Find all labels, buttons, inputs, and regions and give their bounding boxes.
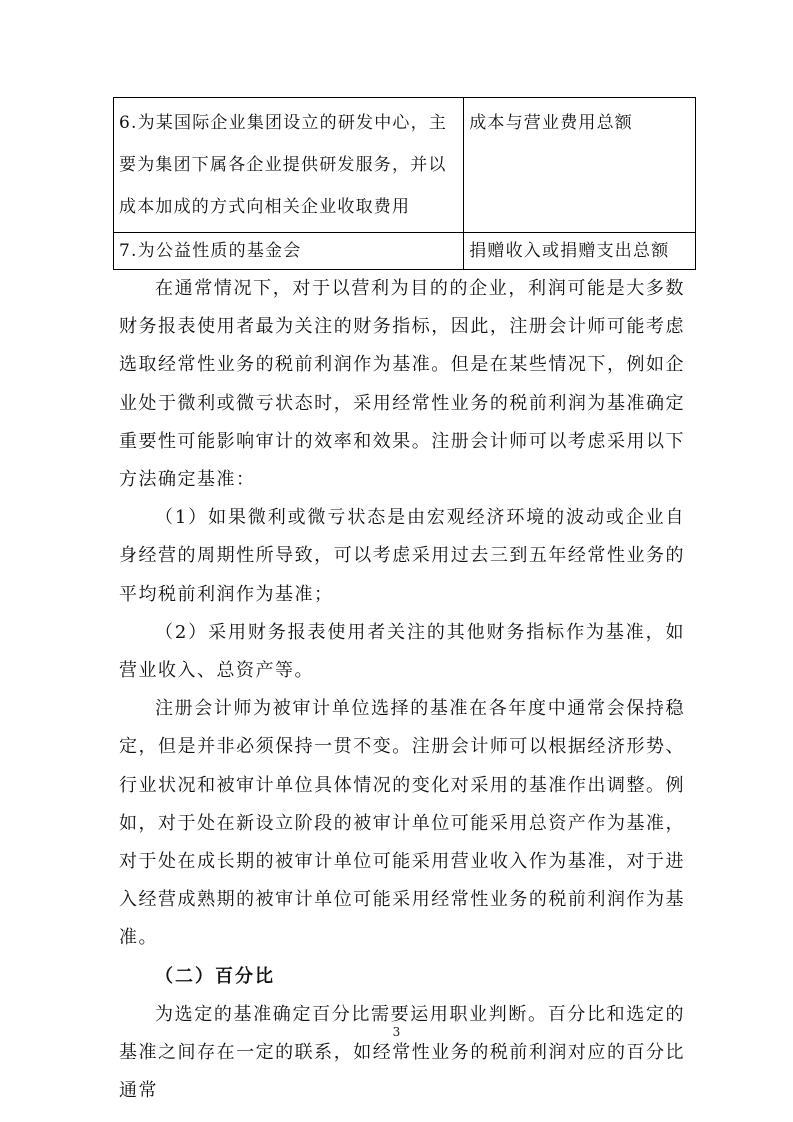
body-text bbox=[119, 270, 685, 1110]
table-cell-entity: 6.为某国际企业集团设立的研发中心，主要为集团下属各企业提供研发服务，并以成本加成的方式向相关企业收取费用 bbox=[114, 98, 464, 233]
paragraph: 为选定的基准确定百分比需要运用职业判断。百分比和选定的基准之间存在一定的联系，如经常性业务的税前利润对应的百分比通常 bbox=[119, 1003, 685, 1102]
table-cell-entity: 7.为公益性质的基金会 bbox=[114, 233, 464, 270]
table-row bbox=[114, 233, 696, 270]
page-number: 3 bbox=[392, 1025, 401, 1039]
benchmark-table bbox=[113, 97, 696, 270]
paragraph: 注册会计师为被审计单位选择的基准在各年度中通常会保持稳定，但是并非必须保持一贯不变。注册会计师可以根据经济形势、行业状况和被审计单位具体情况的变化对采用的基准作出调整。例如，对于处在新设立阶段的被审计单位可能采用总资产作为基准，对于处在成长期的被审计单位可能采用营业收入作为基准，对于进入经营成熟期的被审计单位可能采用经常性业务的税前利润作为基准。 bbox=[119, 698, 685, 949]
paragraph: 在通常情况下，对于以营利为目的的企业，利润可能是大多数财务报表使用者最为关注的财务指标，因此，注册会计师可能考虑选取经常性业务的税前利润作为基准。但是在某些情况下，例如企业处于微利或微亏状态时，采用经常性业务的税前利润为基准确定重要性可能影响审计的效率和效果。注册会计师可以考虑采用以下方法确定基准： bbox=[119, 278, 685, 491]
table-cell-benchmark: 成本与营业费用总额 bbox=[464, 98, 696, 233]
paragraph: （2）采用财务报表使用者关注的其他财务指标作为基准，如营业收入、总资产等。 bbox=[119, 621, 685, 682]
table-cell-benchmark: 捐赠收入或捐赠支出总额 bbox=[464, 233, 696, 270]
table-row bbox=[114, 98, 696, 233]
section-heading: （二）百分比 bbox=[155, 965, 275, 987]
paragraph: （1）如果微利或微亏状态是由宏观经济环境的波动或企业自身经营的周期性所导致，可以考虑采用过去三到五年经常性业务的平均税前利润作为基准； bbox=[119, 507, 685, 605]
